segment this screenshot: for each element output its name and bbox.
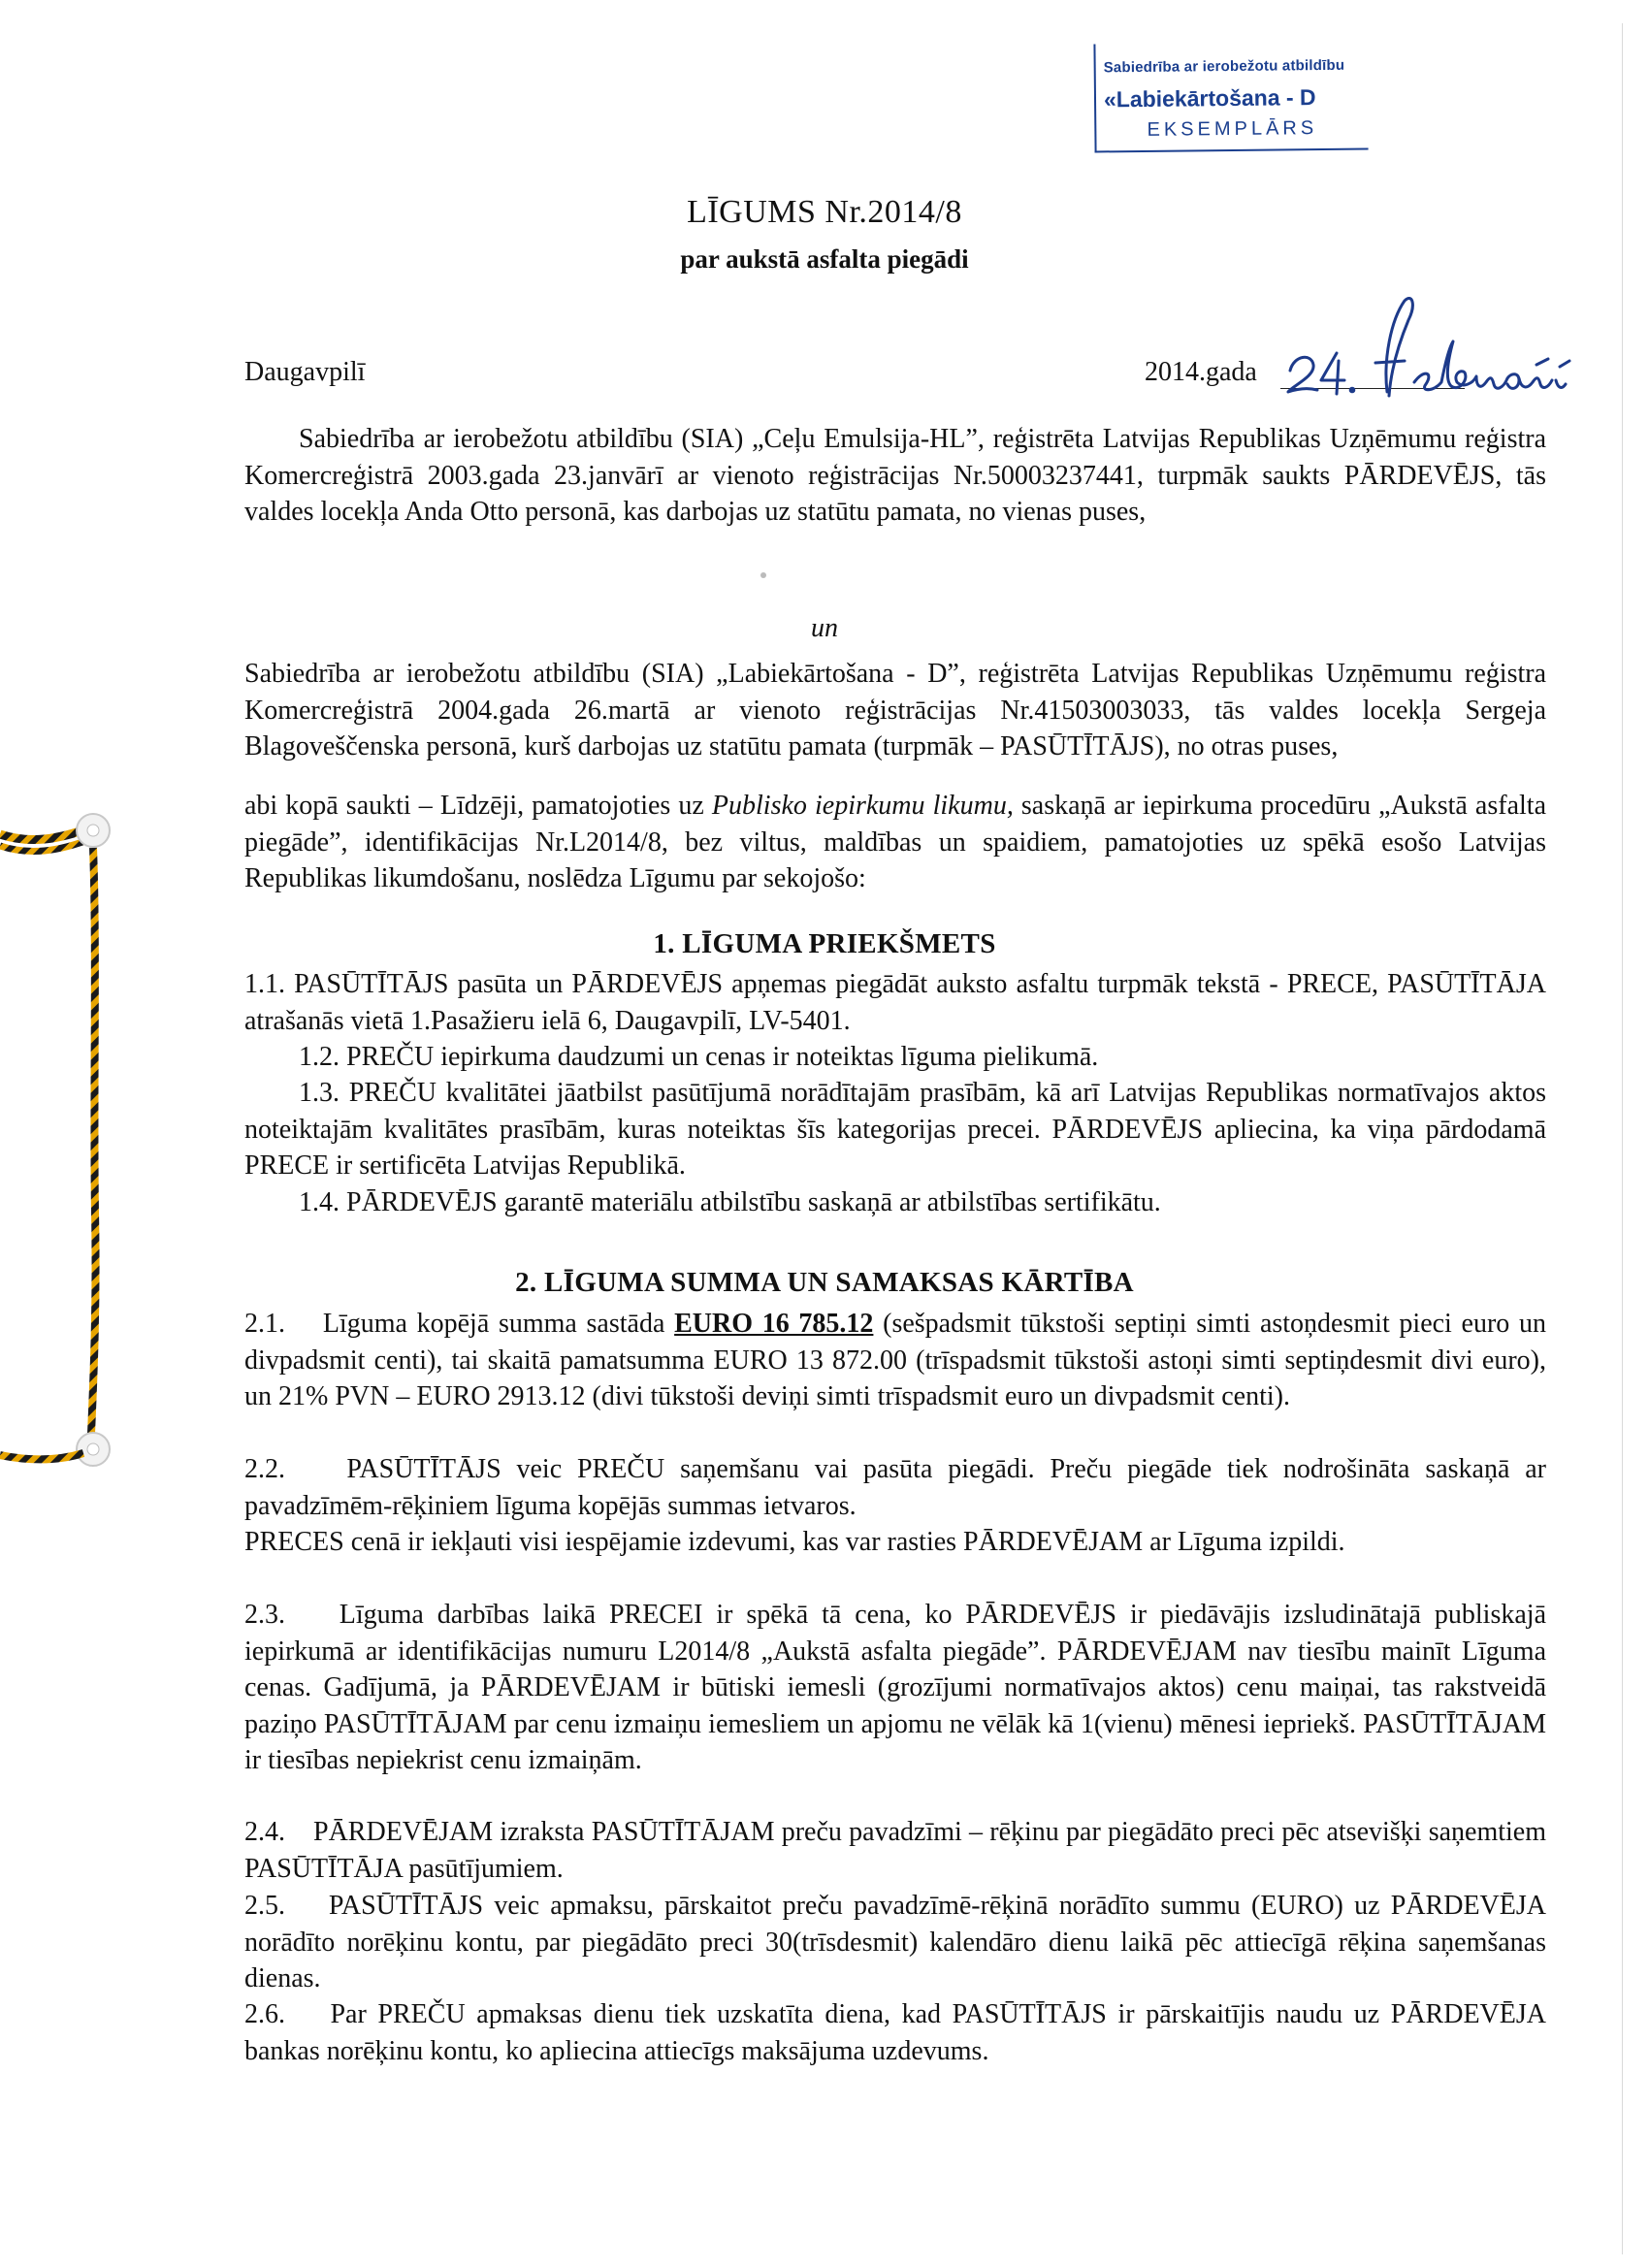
clause-2-1-text-b: (sešpadsmit tūkstoši septiņi simti astoņdesmit pieci euro un divpadsmit centi), tai skaitā pamatsumma EURO 13 872.00 (trīspadsmit tūkstoši astoņi simti septiņdesmit divi euro), un 21% PVN – EURO 2913.12 (divi tūkstoši deviņi simti trīspadsmit euro un divpadsmit centi).	[244, 1309, 1553, 1411]
clause-1-2: 1.2. PREČU iepirkuma daudzumi un cenas ir noteiktas līguma pielikumā.	[299, 1042, 1099, 1072]
section-2-heading: 2. LĪGUMA SUMMA UN SAMAKSAS KĀRTĪBA	[515, 1267, 1134, 1298]
document-subtitle: par aukstā asfalta piegādi	[680, 244, 969, 274]
party-2-paragraph: Sabiedrība ar ierobežotu atbildību (SIA) „Labiekārtošana - D”, reģistrēta Latvijas Republikas Uzņēmumu reģistra Komercreģistrā 2004.gada 26.martā ar vienoto reģistrācijas Nr.41503003033, tās valdes locekļa Sergeja Blagoveščenska personā, kurš darbojas uz statūtu pamata (turpmāk – PASŪTĪTĀJS), no otras puses,	[244, 659, 1546, 761]
clause-2-2: 2.2. PASŪTĪTĀJS veic PREČU saņemšanu vai pasūta piegādi. Preču piegāde tiek nodrošināta saskaņā ar pavadzīmēm-rēķiniem līguma kopējās summas ietvaros.	[244, 1454, 1553, 1521]
law-reference: Publisko iepirkumu likumu,	[711, 791, 1014, 821]
and-word: un	[811, 613, 838, 643]
clause-2-2-continued: PRECES cenā ir iekļauti visi iespējamie izdevumi, kas var rasties PĀRDEVĒJAM ar Līguma izpildi.	[244, 1527, 1345, 1557]
stamp-line-1: Sabiedrība ar ierobežotu atbildību	[1103, 56, 1345, 77]
scan-edge-line	[1622, 23, 1623, 2254]
clause-2-3: 2.3. Līguma darbības laikā PRECEI ir spēkā tā cena, ko PĀRDEVĒJS ir piedāvājis izsludinātajā publiskajā iepirkumā ar identifikācijas numuru L2014/8 „Aukstā asfalta piegāde”. PĀRDEVĒJAM nav tiesību mainīt Līguma cenas. Gadījumā, ja PĀRDEVĒJAM ir būtiski iemesli (grozījumi normatīvajos aktos) cenu maiņai, tas rakstveidā paziņo PASŪTĪTĀJAM par cenu izmaiņu iemesliem un apjomu ne vēlāk kā 1(vienu) mēnesi iepriekš. PASŪTĪTĀJAM ir tiesības nepiekrist cenu izmaiņām.	[244, 1600, 1553, 1775]
total-sum: EURO 16 785.12	[674, 1309, 874, 1339]
clause-1-1: 1.1. PASŪTĪTĀJS pasūta un PĀRDEVĒJS apņemas piegādāt auksto asfaltu turpmāk tekstā - PRECE, PASŪTĪTĀJA atrašanās vietā 1.Pasažieru ielā 6, Daugavpilī, LV-5401.	[244, 969, 1546, 1036]
clause-2-6: 2.6. Par PREČU apmaksas dienu tiek uzskatīta diena, kad PASŪTĪTĀJS ir pārskaitījis naudu uz PĀRDEVĒJA bankas norēķinu kontu, ko apliecina attiecīgs maksājuma uzdevums.	[244, 1999, 1553, 2066]
document-title: LĪGUMS Nr.2014/8	[687, 194, 962, 230]
stamp-line-3: EKSEMPLĀRS	[1147, 117, 1318, 141]
clause-2-1-text-a: 2.1. Līguma kopējā summa sastāda	[244, 1309, 675, 1339]
stamp-line-2: «Labiekārtošana - D	[1103, 84, 1316, 113]
clause-2-1	[244, 1306, 1553, 1415]
together-text-b: saskaņā ar iepirkuma procedūru „Aukstā asfalta piegāde”, identifikācijas Nr.L2014/8, bez viltus, maldības un spaidiem, pamatojoties uz spēkā esošo Latvijas Republikas likumdošanu, noslēdza Līgumu par sekojošo:	[244, 791, 1546, 893]
handwritten-date-signature	[1278, 291, 1608, 407]
parties-together-paragraph	[244, 788, 1546, 897]
binding-cord	[0, 805, 126, 1484]
contract-place: Daugavpilī	[244, 357, 366, 387]
clause-1-4: 1.4. PĀRDEVĒJS garantē materiālu atbilstību saskaņā ar atbilstības sertifikātu.	[299, 1187, 1161, 1217]
contract-date-prefix: 2014.gada	[1145, 357, 1257, 387]
scan-speck	[760, 572, 766, 578]
company-stamp	[1093, 42, 1368, 153]
clause-2-5: 2.5. PASŪTĪTĀJS veic apmaksu, pārskaitot preču pavadzīmē-rēķinā norādīto summu (EURO) uz PĀRDEVĒJA norādīto norēķinu kontu, par piegādāto preci 30(trīsdesmit) kalendāro dienu laikā pēc attiecīgā rēķina saņemšanas dienas.	[244, 1891, 1553, 1993]
clause-1-3: 1.3. PREČU kvalitātei jāatbilst pasūtījumā norādītajām prasībām, kā arī Latvijas Republikas normatīvajos aktos noteiktajām kvalitātes prasībām, kuras noteiktas šīs kategorijas precei. PĀRDEVĒJS apliecina, ka viņa pārdodamā PRECE ir sertificēta Latvijas Republikā.	[244, 1078, 1546, 1181]
clause-2-4: 2.4. PĀRDEVĒJAM izraksta PASŪTĪTĀJAM preču pavadzīmi – rēķinu par piegādāto preci pēc atsevišķi saņemtiem PASŪTĪTĀJA pasūtījumiem.	[244, 1817, 1553, 1884]
party-1-paragraph: Sabiedrība ar ierobežotu atbildību (SIA) „Ceļu Emulsija-HL”, reģistrēta Latvijas Republikas Uzņēmumu reģistra Komercreģistrā 2003.gada 23.janvārī ar vienoto reģistrācijas Nr.50003237441, turpmāk saukts PĀRDEVĒJS, tās valdes locekļa Anda Otto personā, kas darbojas uz statūtu pamata, no vienas puses,	[244, 424, 1546, 527]
section-1-heading: 1. LĪGUMA PRIEKŠMETS	[653, 928, 996, 959]
together-text-a: abi kopā saukti – Līdzēji, pamatojoties uz	[244, 791, 712, 821]
